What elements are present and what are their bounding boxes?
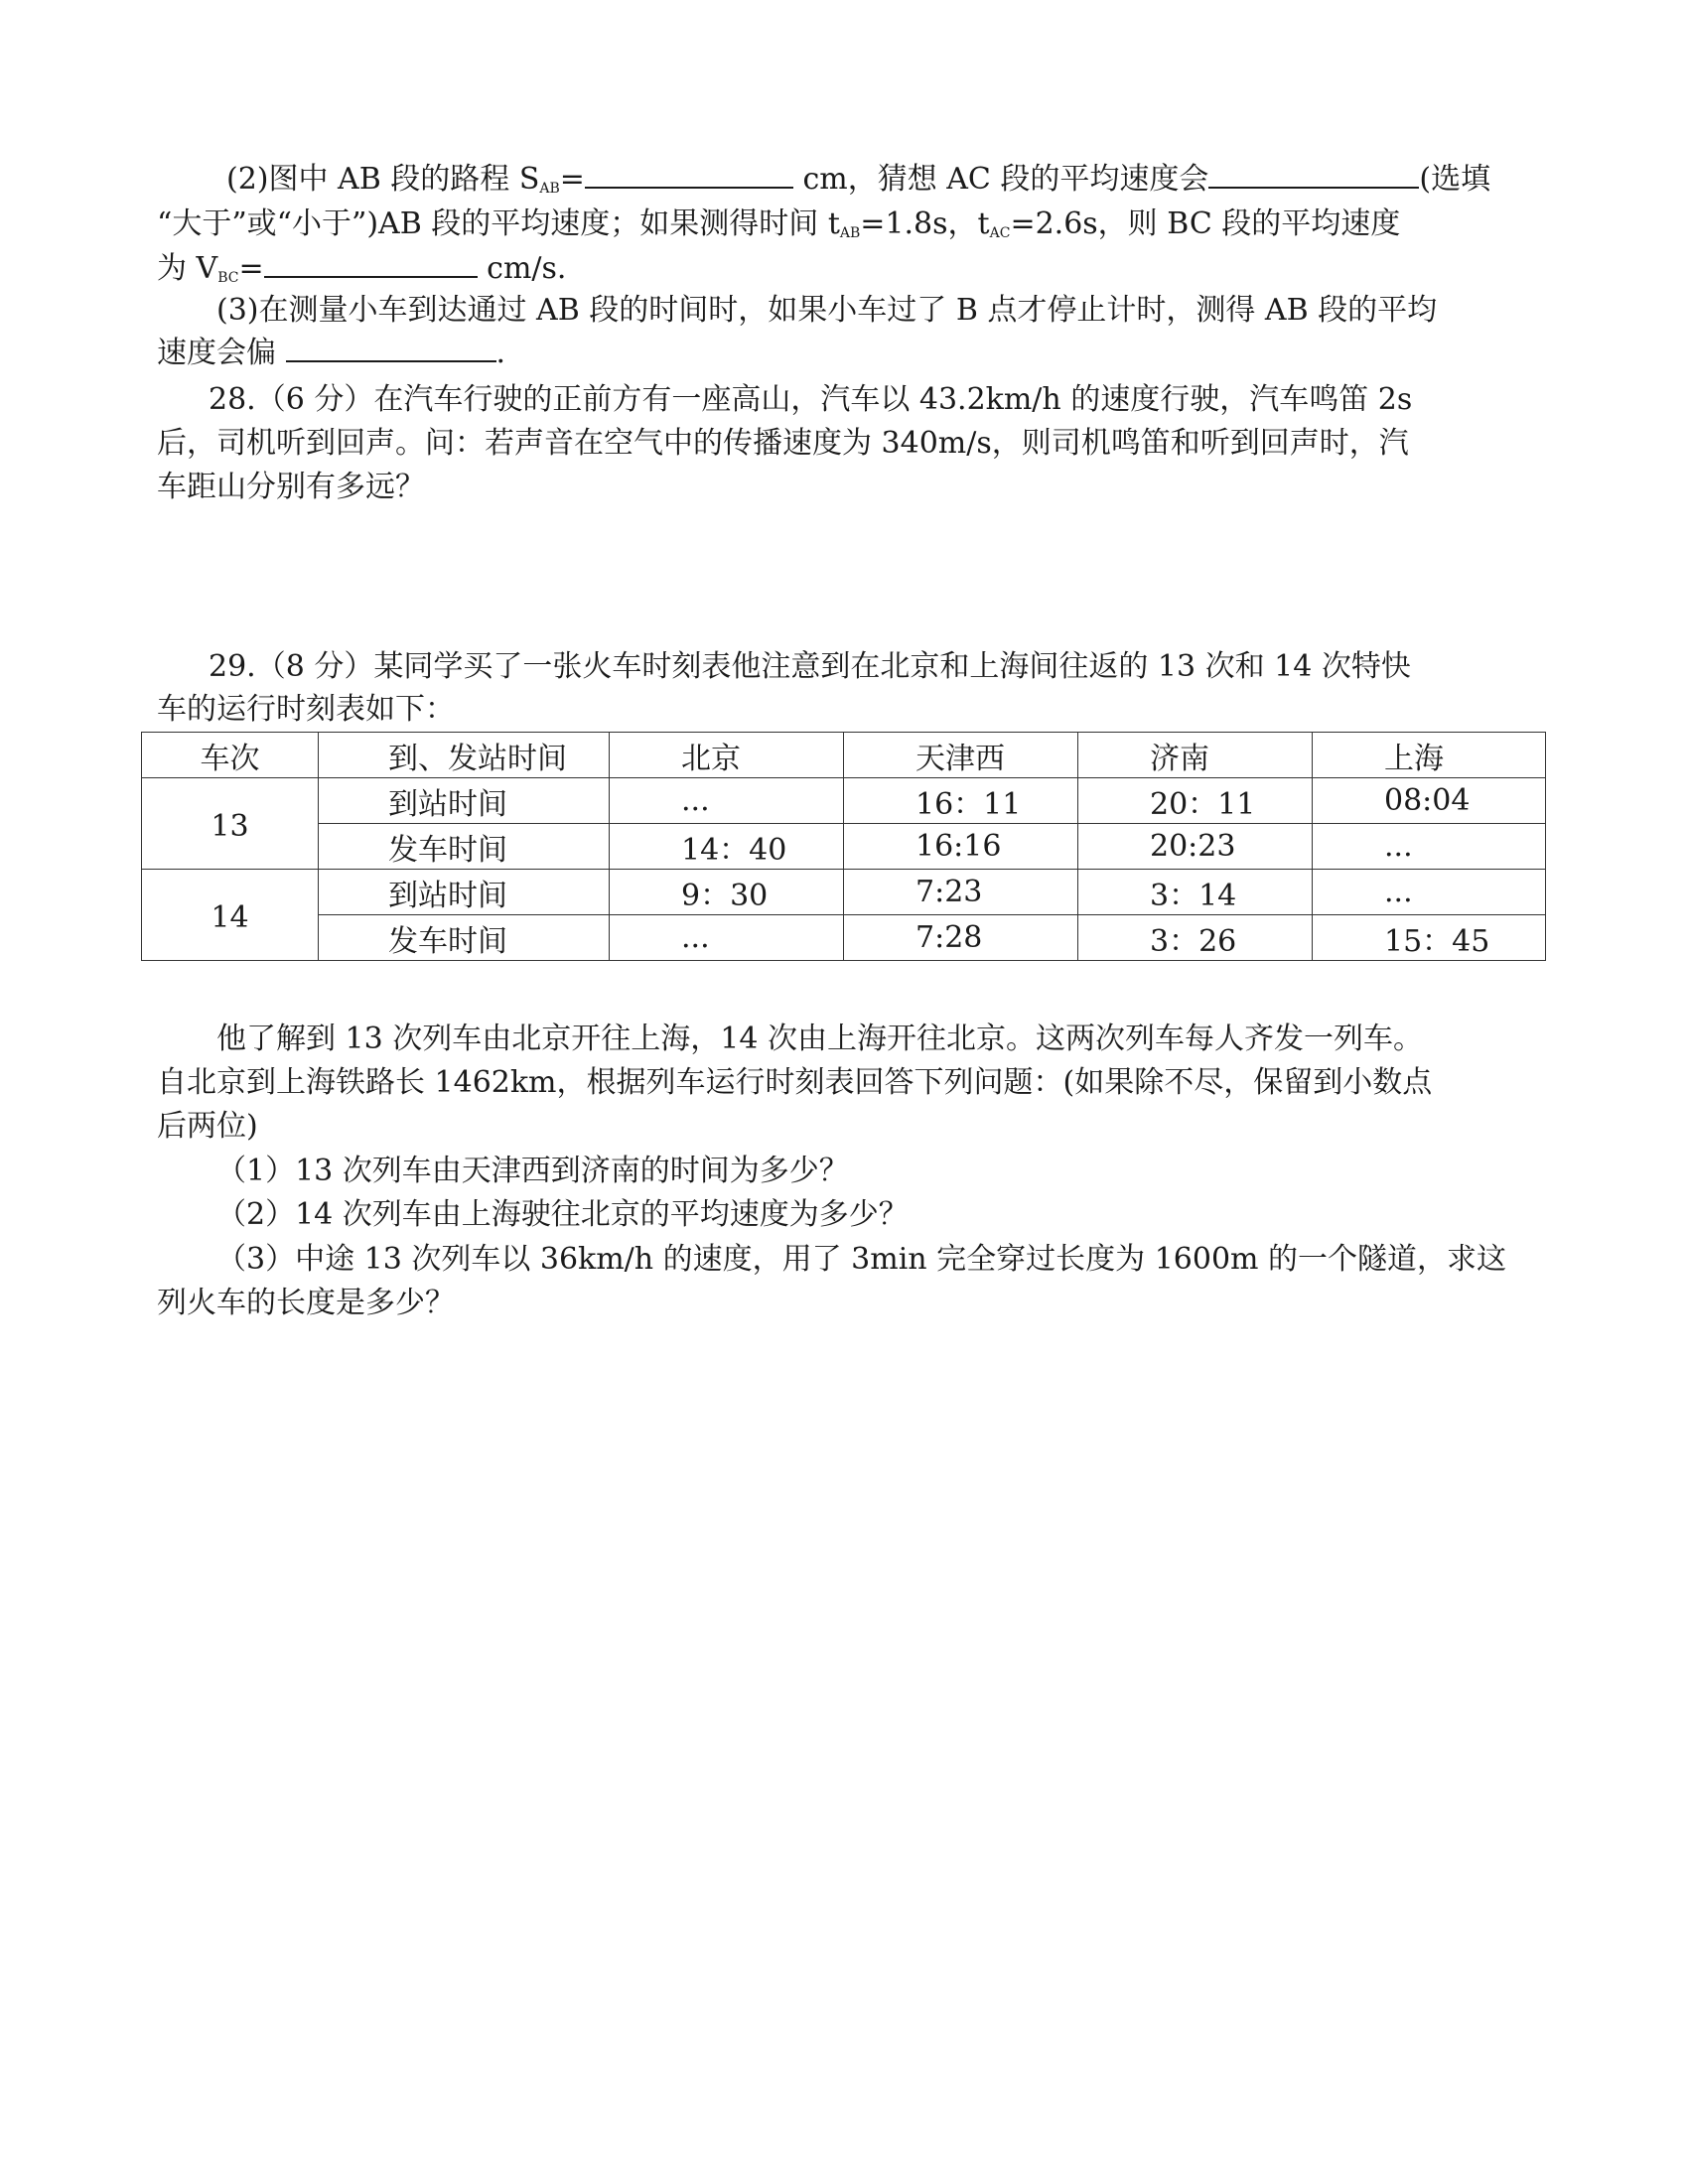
q29-para1: 他了解到 13 次列车由北京开往上海，14 次由上海开往北京。这两次列车每人齐发一列车。 bbox=[216, 1022, 1423, 1056]
header-jinan: 济南 bbox=[1078, 733, 1313, 778]
row-label: 到站时间 bbox=[319, 870, 610, 915]
q29-sub1: （1）13 次列车由天津西到济南的时间为多少？ bbox=[216, 1154, 849, 1188]
time-cell: 20:23 bbox=[1078, 824, 1313, 870]
train-13-number: 13 bbox=[142, 778, 319, 870]
header-arrive-depart: 到、发站时间 bbox=[319, 733, 610, 778]
q29-sub3-line2: 列火车的长度是多少？ bbox=[157, 1286, 455, 1320]
table-row bbox=[142, 915, 1546, 961]
answer-blank-vbc[interactable] bbox=[264, 246, 478, 278]
table-row bbox=[142, 778, 1546, 824]
q28-line1: 28.（6 分）在汽车行驶的正前方有一座高山，汽车以 43.2km/h 的速度行驶，汽车鸣笛 2s bbox=[209, 382, 1413, 417]
q29-line1: 29.（8 分）某同学买了一张火车时刻表他注意到在北京和上海间往返的 13 次和 14 次特快 bbox=[209, 649, 1411, 684]
row-label: 到站时间 bbox=[319, 778, 610, 824]
header-tianjinxi: 天津西 bbox=[844, 733, 1078, 778]
time-cell: 7:23 bbox=[844, 870, 1078, 915]
q28-line3: 车距山分别有多远？ bbox=[157, 470, 425, 504]
train-timetable bbox=[141, 732, 1546, 961]
time-cell: 3：26 bbox=[1078, 915, 1313, 961]
time-cell: 3：14 bbox=[1078, 870, 1313, 915]
time-cell: 20：11 bbox=[1078, 778, 1313, 824]
q29-sub3-line1: （3）中途 13 次列车以 36km/h 的速度，用了 3min 完全穿过长度为 1600m 的一个隧道，求这 bbox=[216, 1242, 1507, 1277]
q27-part2-line3: 为 $V_{BC}= cm/s$. bbox=[157, 246, 566, 292]
row-label: 发车时间 bbox=[319, 824, 610, 870]
header-beijing: 北京 bbox=[610, 733, 844, 778]
time-cell: ... bbox=[1313, 824, 1546, 870]
time-cell: ... bbox=[1313, 870, 1546, 915]
table-row bbox=[142, 870, 1546, 915]
q27-part3-line1: (3)在测量小车到达通过 AB 段的时间时，如果小车过了 B 点才停止计时，测得 AB 段的平均 bbox=[216, 293, 1438, 328]
q27-part2-line1: (2)图中 AB 段的路程 $S_{AB}=$ cm，猜想 AC 段的平均速度会 (选填 bbox=[226, 157, 1490, 203]
time-cell: ... bbox=[610, 778, 844, 824]
time-cell: 16：11 bbox=[844, 778, 1078, 824]
time-cell: 16:16 bbox=[844, 824, 1078, 870]
table-header-row bbox=[142, 733, 1546, 778]
time-cell: 14：40 bbox=[610, 824, 844, 870]
train-14-number: 14 bbox=[142, 870, 319, 961]
time-cell: 15：45 bbox=[1313, 915, 1546, 961]
header-train-number: 车次 bbox=[142, 733, 319, 778]
q29-sub2: （2）14 次列车由上海驶往北京的平均速度为多少？ bbox=[216, 1197, 909, 1232]
answer-blank-sab[interactable] bbox=[585, 157, 793, 189]
time-cell: 08:04 bbox=[1313, 778, 1546, 824]
time-cell: ... bbox=[610, 915, 844, 961]
time-cell: 9：30 bbox=[610, 870, 844, 915]
q29-para3: 后两位) bbox=[157, 1109, 258, 1144]
q28-line2: 后，司机听到回声。问：若声音在空气中的传播速度为 340m/s，则司机鸣笛和听到回声时，汽 bbox=[157, 426, 1409, 461]
q29-line2: 车的运行时刻表如下： bbox=[157, 692, 455, 727]
row-label: 发车时间 bbox=[319, 915, 610, 961]
q27-part2-line2: “大于”或“小于”)AB 段的平均速度；如果测得时间 $t_{AB}=1.8s$，$t_{AC}=2.6s$，则 BC 段的平均速度 bbox=[157, 206, 1401, 241]
q29-para2: 自北京到上海铁路长 1462km，根据列车运行时刻表回答下列问题：(如果除不尽，保留到小数点 bbox=[157, 1065, 1433, 1100]
table-row bbox=[142, 824, 1546, 870]
answer-blank-compare[interactable] bbox=[1208, 157, 1419, 189]
q27-part3-line2: 速度会偏 . bbox=[157, 331, 505, 376]
time-cell: 7:28 bbox=[844, 915, 1078, 961]
answer-blank-bias[interactable] bbox=[286, 331, 496, 362]
header-shanghai: 上海 bbox=[1313, 733, 1546, 778]
